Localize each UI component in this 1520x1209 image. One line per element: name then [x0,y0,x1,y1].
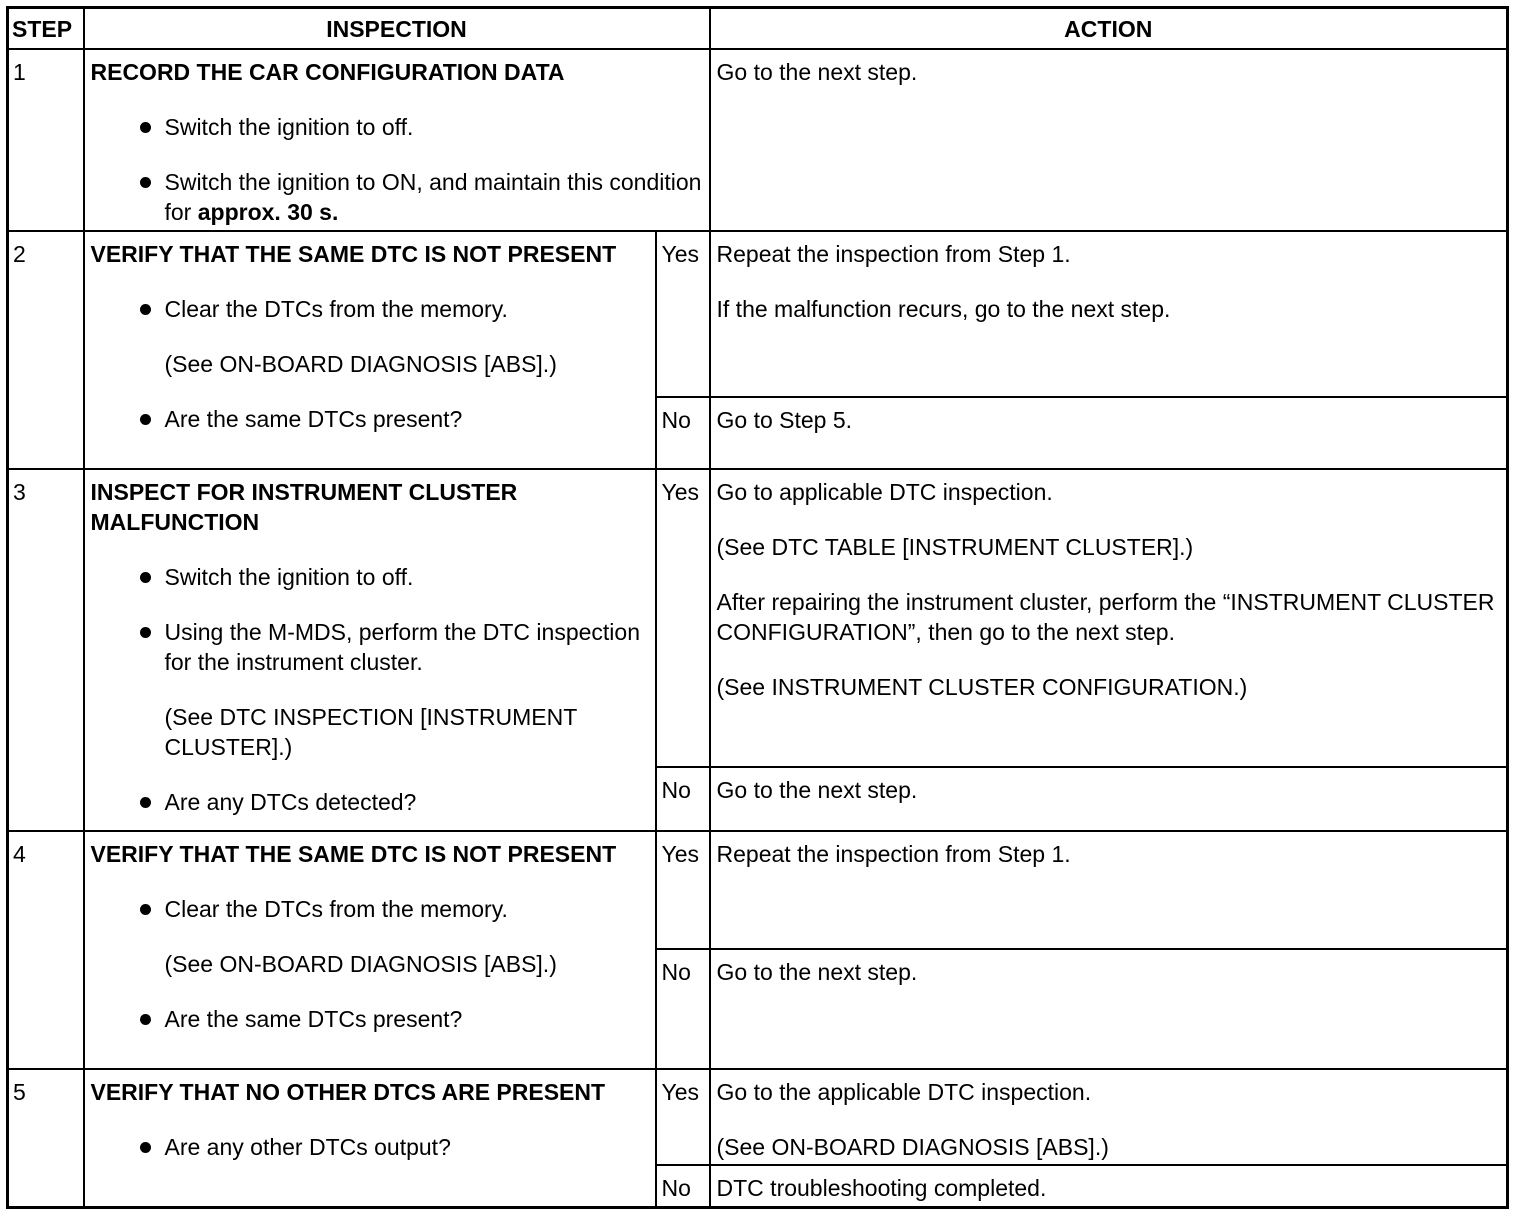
step-title: VERIFY THAT THE SAME DTC IS NOT PRESENT [90,841,617,867]
action-text: (See ON-BOARD DIAGNOSIS [ABS].) [716,1134,1109,1160]
table-row [8,1069,1508,1165]
action-cell [710,831,1508,949]
list-item: Switch the ignition to off. [139,112,703,142]
list-item: Switch the ignition to off. [139,562,649,592]
list-item: Are the same DTCs present? [139,1004,649,1034]
yes-label: Yes [656,1069,710,1165]
header-row [8,8,1508,50]
list-item: Using the M-MDS, perform the DTC inspection for the instrument cluster. [139,617,649,677]
table-row [8,49,1508,231]
list-item: (See DTC INSPECTION [INSTRUMENT CLUSTER].) [164,704,577,760]
step-title: VERIFY THAT THE SAME DTC IS NOT PRESENT [90,241,617,267]
header-inspection: INSPECTION [84,8,710,50]
inspection-cell [84,231,656,469]
step-number: 4 [8,831,84,1069]
action-cell [710,397,1508,469]
step-number: 3 [8,469,84,831]
header-action: ACTION [710,8,1508,50]
table-row [8,231,1508,397]
list-item: (See ON-BOARD DIAGNOSIS [ABS].) [164,351,557,377]
action-cell [710,1069,1508,1165]
list-item: Are the same DTCs present? [139,404,649,434]
action-text: Go to Step 5. [716,407,853,433]
emphasis-text: approx. 30 s. [197,199,339,225]
inspection-cell [84,469,656,831]
action-text: If the malfunction recurs, go to the next step. [716,296,1171,322]
table-row [8,469,1508,767]
action-cell [710,949,1508,1069]
action-cell [710,49,1508,231]
no-label: No [656,397,710,469]
step-title: RECORD THE CAR CONFIGURATION DATA [90,59,565,85]
list-item: Clear the DTCs from the memory. [139,294,649,324]
yes-label: Yes [656,831,710,949]
action-cell [710,1165,1508,1207]
no-label: No [656,1165,710,1207]
list-item: (See ON-BOARD DIAGNOSIS [ABS].) [164,951,557,977]
yes-label: Yes [656,469,710,767]
action-text: Go to the applicable DTC inspection. [716,1079,1092,1105]
header-step: STEP [8,8,84,50]
table-row [8,831,1508,949]
action-text: (See INSTRUMENT CLUSTER CONFIGURATION.) [716,674,1248,700]
step-number: 2 [8,231,84,469]
action-text: Repeat the inspection from Step 1. [716,841,1071,867]
action-cell [710,767,1508,831]
action-text: After repairing the instrument cluster, perform the “INSTRUMENT CLUSTER CONFIGURATION”, then go to the next step. [716,589,1495,645]
step-title: VERIFY THAT NO OTHER DTCS ARE PRESENT [90,1079,606,1105]
inspection-cell [84,1069,656,1207]
action-text: Repeat the inspection from Step 1. [716,241,1071,267]
list-item: Switch the ignition to ON, and maintain this condition for approx. 30 s. [139,167,703,227]
action-text: Go to the next step. [716,959,918,985]
inspection-cell [84,831,656,1069]
action-cell [710,231,1508,397]
action-cell [710,469,1508,767]
action-text: DTC troubleshooting completed. [716,1175,1047,1201]
step-number: 1 [8,49,84,231]
inspection-table [6,6,1509,1209]
no-label: No [656,767,710,831]
list-item: Are any other DTCs output? [139,1132,649,1162]
no-label: No [656,949,710,1069]
action-text: Go to applicable DTC inspection. [716,479,1053,505]
list-item: Are any DTCs detected? [139,787,649,817]
action-text: (See DTC TABLE [INSTRUMENT CLUSTER].) [716,534,1194,560]
action-text: Go to the next step. [716,777,918,803]
step-title: INSPECT FOR INSTRUMENT CLUSTER MALFUNCTION [90,479,518,535]
action-text: Go to the next step. [716,59,918,85]
step-number: 5 [8,1069,84,1207]
inspection-cell [84,49,710,231]
yes-label: Yes [656,231,710,397]
list-item: Clear the DTCs from the memory. [139,894,649,924]
